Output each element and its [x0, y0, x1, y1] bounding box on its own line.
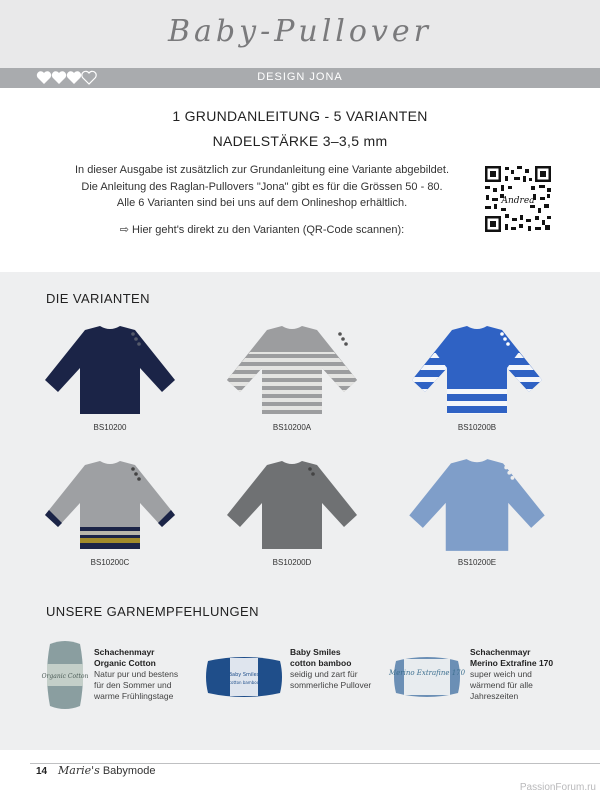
yarn-label-name: Merino Extrafine 170 — [388, 669, 466, 677]
designer-label: DESIGN JONA — [257, 71, 343, 83]
yarn-ball-organic-cotton — [41, 640, 89, 710]
yarn-description — [94, 647, 204, 702]
watermark: PassionForum.ru — [519, 782, 596, 793]
variant-code: BS10200E — [457, 558, 497, 567]
variants-title: DIE VARIANTEN — [46, 291, 150, 306]
sweater-bs10200e — [402, 455, 552, 555]
yarn-label-name: Baby Smiles — [228, 672, 260, 678]
brand-script: Marie's — [58, 764, 100, 777]
headline-variants: 1 GRUNDANLEITUNG - 5 VARIANTEN — [172, 108, 428, 124]
yarn-desc-line: warme Frühlingstage — [94, 691, 174, 701]
intro-line: In dieser Ausgabe ist zusätzlich zur Grundanleitung eine Variante abgebildet. — [74, 164, 450, 176]
yarn-ball-cotton-bamboo — [204, 655, 284, 699]
sweater-body — [227, 461, 357, 549]
variant-code: BS10200B — [457, 423, 497, 432]
sweater-bs10200c — [40, 455, 180, 555]
yarn-desc-line: Natur pur und bestens — [94, 669, 179, 679]
yarn-ball-merino-extrafine — [388, 655, 466, 699]
sweater-bs10200b — [402, 322, 552, 418]
yarn-desc-line: Jahreszeiten — [470, 691, 519, 701]
variant-code: BS10200D — [272, 558, 312, 567]
sweater-bs10200 — [40, 322, 180, 418]
intro-line: Alle 6 Varianten sind bei uns auf dem Onlineshop erhältlich. — [116, 197, 408, 209]
brand-word: Babymode — [102, 765, 156, 777]
intro-paragraph — [62, 162, 462, 212]
intro-line: Die Anleitung des Raglan-Pullovers "Jona" gibt es für die Grössen 50 - 80. — [81, 180, 443, 193]
variant-code: BS10200 — [93, 423, 127, 432]
headline-needle-size: NADELSTÄRKE 3–3,5 mm — [212, 133, 388, 149]
yarn-label-name: Organic Cotton — [41, 673, 89, 680]
yarn-product: Organic Cotton — [94, 658, 156, 668]
yarn-desc-line: super weich und — [470, 669, 532, 679]
yarn-brand: Baby Smiles — [290, 647, 341, 657]
sweater-bs10200d — [222, 455, 362, 555]
magazine-brand — [58, 764, 155, 777]
yarn-label-name: cotton bamboo — [228, 680, 260, 685]
yarn-desc-line: sommerliche Pullover — [290, 680, 372, 690]
sweater-body — [409, 459, 544, 551]
sweater-bs10200a — [222, 322, 362, 418]
yarn-desc-line: seidig und zart für — [290, 669, 358, 679]
qr-link-text[interactable]: ⇨ Hier geht's direkt zu den Varianten (QR-Code scannen): — [119, 224, 405, 236]
yarn-brand: Schachenmayr — [94, 647, 155, 657]
yarn-product: cotton bamboo — [290, 658, 352, 668]
variant-code: BS10200A — [272, 423, 312, 432]
page-number: 14 — [36, 766, 48, 777]
yarn-description — [470, 647, 580, 702]
yarn-desc-line: wärmend für alle — [470, 680, 533, 690]
variant-code: BS10200C — [90, 558, 130, 567]
qr-code-icon[interactable] — [483, 164, 553, 234]
page-title: Baby-Pullover — [167, 14, 433, 49]
yarn-description — [290, 647, 390, 691]
yarn-product: Merino Extrafine 170 — [470, 658, 554, 668]
yarn-desc-line: für den Sommer und — [94, 680, 172, 690]
sweater-body — [45, 326, 175, 414]
qr-caption: Andrea — [501, 196, 535, 206]
yarn-brand: Schachenmayr — [470, 647, 531, 657]
yarns-title: UNSERE GARNEMPFEHLUNGEN — [46, 604, 259, 619]
